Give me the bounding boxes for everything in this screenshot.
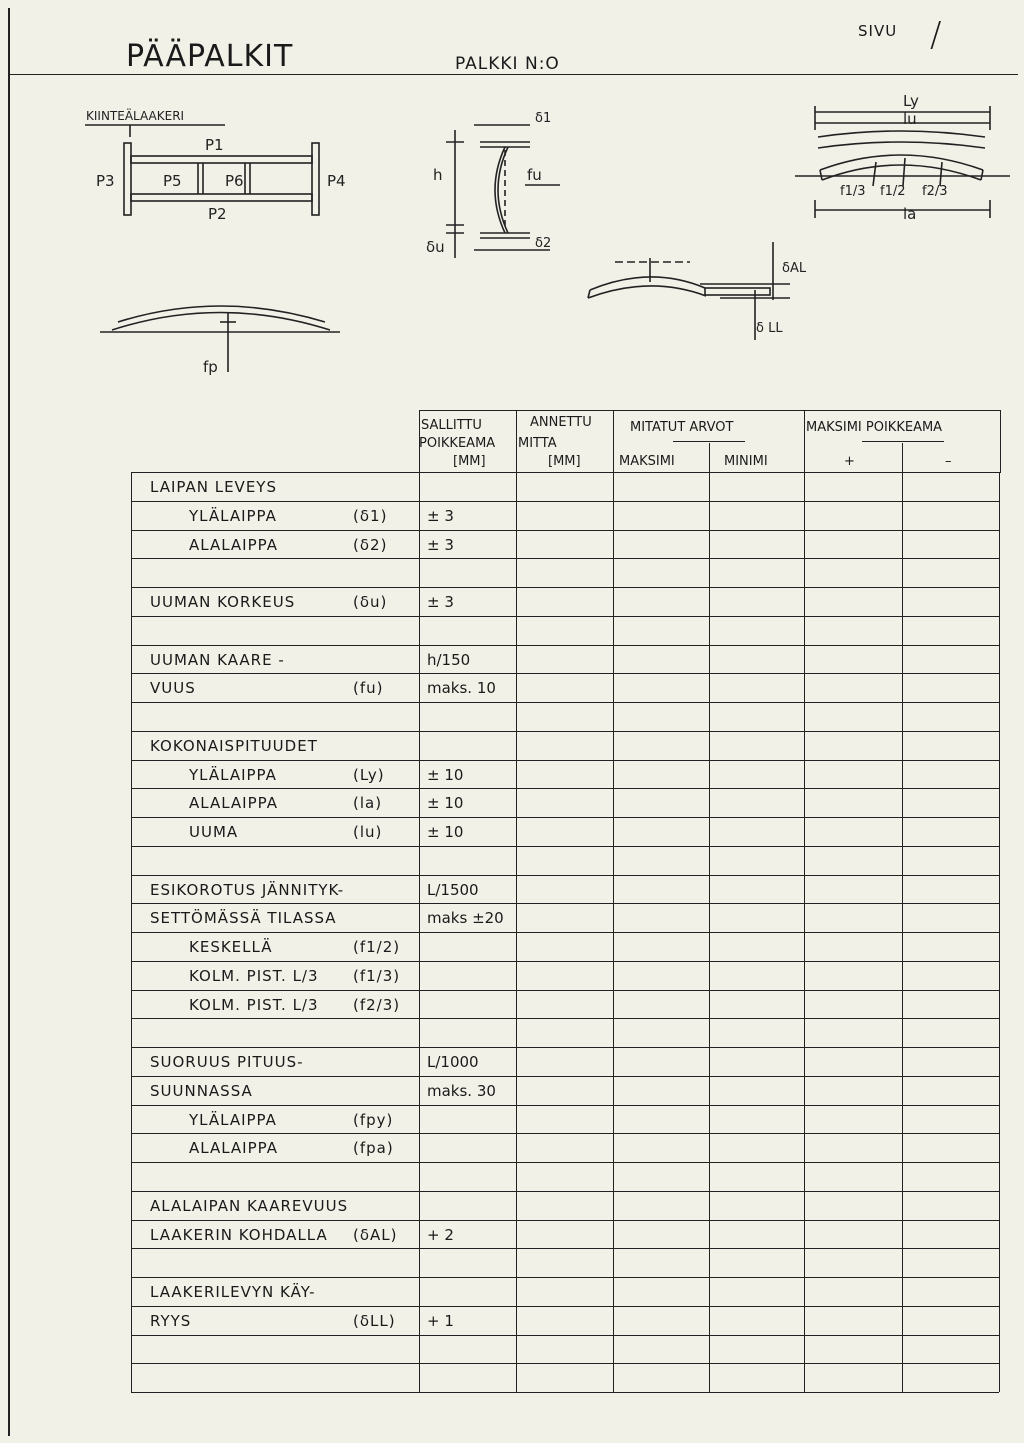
deviation-minus-cell[interactable] — [904, 790, 997, 815]
deviation-minus-cell[interactable] — [904, 675, 997, 700]
p3-label: P3 — [96, 172, 115, 190]
measured-min-cell[interactable] — [711, 1193, 802, 1218]
measured-min-cell[interactable] — [711, 877, 802, 902]
given-dimension-cell[interactable] — [518, 1337, 611, 1362]
measured-min-cell[interactable] — [711, 474, 802, 499]
page-label: SIVU — [858, 22, 898, 40]
deviation-plus-cell[interactable] — [806, 1337, 900, 1362]
given-dimension-cell[interactable] — [518, 532, 611, 557]
delta1-label: δ1 — [535, 111, 552, 126]
table-row-line — [131, 1335, 999, 1336]
col-measured: MITATUT ARVOT — [630, 420, 734, 435]
deviation-minus-cell[interactable] — [904, 532, 997, 557]
deviation-minus-cell[interactable] — [904, 1078, 997, 1103]
table-row-line — [131, 530, 999, 531]
measured-min-cell[interactable] — [711, 1049, 802, 1074]
deviation-plus-cell[interactable] — [806, 503, 900, 528]
header-divider — [902, 443, 903, 472]
given-dimension-cell[interactable] — [518, 819, 611, 844]
deviation-minus-cell[interactable] — [904, 934, 997, 959]
row-allowed-tolerance: ± 3 — [427, 593, 454, 611]
measured-max-cell[interactable] — [615, 1135, 707, 1160]
deviation-minus-cell[interactable] — [904, 1222, 997, 1247]
given-dimension-cell[interactable] — [518, 675, 611, 700]
row-allowed-tolerance: + 1 — [427, 1311, 454, 1330]
row-symbol: (f2/3) — [353, 995, 401, 1014]
row-label: LAIPAN LEVEYS — [150, 478, 277, 496]
measured-min-cell[interactable] — [711, 1222, 802, 1247]
measured-max-cell[interactable] — [615, 1020, 707, 1045]
table-row-line — [131, 501, 999, 502]
measured-min-cell[interactable] — [711, 1365, 802, 1390]
row-symbol: (Ly) — [353, 765, 385, 784]
measured-max-cell[interactable] — [615, 1308, 707, 1333]
deviation-minus-cell[interactable] — [904, 560, 997, 585]
deviation-plus-cell[interactable] — [806, 647, 900, 672]
row-symbol: (fu) — [353, 679, 384, 698]
row-label: UUMAN KORKEUS — [150, 593, 296, 611]
row-label: SETTÖMÄSSÄ TILASSA — [150, 909, 337, 928]
deviation-minus-cell[interactable] — [904, 848, 997, 873]
lu-label: lu — [903, 110, 917, 128]
measured-max-cell[interactable] — [615, 560, 707, 585]
p1-label: P1 — [205, 136, 224, 154]
p6-label: P6 — [225, 172, 244, 190]
measured-min-cell[interactable] — [711, 848, 802, 873]
table-row-line — [131, 817, 999, 818]
deviation-plus-cell[interactable] — [806, 1164, 900, 1189]
row-allowed-tolerance: ± 10 — [427, 765, 464, 784]
table-row-line — [131, 1191, 999, 1192]
measured-max-cell[interactable] — [615, 992, 707, 1017]
deviation-plus-cell[interactable] — [806, 618, 900, 643]
fp-label: fp — [203, 358, 218, 376]
measured-max-cell[interactable] — [615, 675, 707, 700]
given-dimension-cell[interactable] — [518, 1308, 611, 1333]
measured-min-cell[interactable] — [711, 1250, 802, 1275]
row-allowed-tolerance: L/1500 — [427, 880, 479, 899]
deviation-minus-cell[interactable] — [904, 474, 997, 499]
col-given-l3: [MM] — [548, 454, 581, 469]
row-label: LAAKERILEVYN KÄY- — [150, 1283, 316, 1301]
row-allowed-tolerance: maks. 30 — [427, 1081, 496, 1100]
deviation-minus-cell[interactable] — [904, 1308, 997, 1333]
table-row-line — [131, 1363, 999, 1364]
row-symbol: (fpa) — [353, 1139, 394, 1158]
deviation-plus-cell[interactable] — [806, 1020, 900, 1045]
table-column-line — [999, 472, 1000, 1392]
measured-max-cell[interactable] — [615, 1222, 707, 1247]
delta-ll-label: δ LL — [756, 321, 783, 336]
table-row-line — [131, 1162, 999, 1163]
given-dimension-cell[interactable] — [518, 963, 611, 988]
measured-min-cell[interactable] — [711, 1164, 802, 1189]
row-allowed-tolerance: maks. 10 — [427, 679, 496, 698]
measured-max-cell[interactable] — [615, 1193, 707, 1218]
deviation-minus-cell[interactable] — [904, 1250, 997, 1275]
col-min: MINIMI — [724, 454, 768, 469]
measured-max-cell[interactable] — [615, 934, 707, 959]
table-row-line — [131, 1306, 999, 1307]
measured-min-cell[interactable] — [711, 1078, 802, 1103]
col-allowed-l1: SALLITTU — [421, 418, 482, 433]
row-symbol: (δ1) — [353, 506, 388, 525]
row-allowed-tolerance: ± 3 — [427, 506, 454, 525]
measured-max-cell[interactable] — [615, 503, 707, 528]
deviation-plus-cell[interactable] — [806, 934, 900, 959]
deviation-minus-cell[interactable] — [904, 618, 997, 643]
measured-min-cell[interactable] — [711, 819, 802, 844]
table-row-line — [131, 1248, 999, 1249]
given-dimension-cell[interactable] — [518, 503, 611, 528]
deviation-minus-cell[interactable] — [904, 704, 997, 729]
given-dimension-cell[interactable] — [518, 762, 611, 787]
deviation-minus-cell[interactable] — [904, 1107, 997, 1132]
col-max: MAKSIMI — [619, 454, 675, 469]
deviation-plus-cell[interactable] — [806, 1049, 900, 1074]
given-dimension-cell[interactable] — [518, 704, 611, 729]
la-label: la — [903, 205, 917, 223]
p4-label: P4 — [327, 172, 346, 190]
given-dimension-cell[interactable] — [518, 848, 611, 873]
deviation-minus-cell[interactable] — [904, 1279, 997, 1304]
deviation-plus-cell[interactable] — [806, 1193, 900, 1218]
deviation-plus-cell[interactable] — [806, 1107, 900, 1132]
header-underline — [673, 441, 745, 442]
measured-max-cell[interactable] — [615, 877, 707, 902]
measured-max-cell[interactable] — [615, 1279, 707, 1304]
measured-min-cell[interactable] — [711, 790, 802, 815]
measured-min-cell[interactable] — [711, 589, 802, 614]
header-divider — [709, 443, 710, 472]
row-label: YLÄLAIPPA — [189, 1110, 277, 1129]
deviation-minus-cell[interactable] — [904, 1193, 997, 1218]
deviation-plus-cell[interactable] — [806, 762, 900, 787]
deviation-plus-cell[interactable] — [806, 704, 900, 729]
deviation-minus-cell[interactable] — [904, 992, 997, 1017]
measured-max-cell[interactable] — [615, 905, 707, 930]
deviation-minus-cell[interactable] — [904, 963, 997, 988]
f13-label: f1/3 — [840, 184, 866, 199]
row-label: SUORUUS PITUUS- — [150, 1053, 304, 1071]
deviation-plus-cell[interactable] — [806, 790, 900, 815]
p2-label: P2 — [208, 205, 227, 223]
header-divider — [516, 410, 517, 472]
measured-min-cell[interactable] — [711, 992, 802, 1017]
row-label: LAAKERIN KOHDALLA — [150, 1225, 328, 1244]
deviation-minus-cell[interactable] — [904, 647, 997, 672]
col-allowed-l3: [MM] — [453, 454, 486, 469]
deviation-plus-cell[interactable] — [806, 905, 900, 930]
given-dimension-cell[interactable] — [518, 877, 611, 902]
deviation-plus-cell[interactable] — [806, 1308, 900, 1333]
row-label: RYYS — [150, 1311, 192, 1330]
deviation-minus-cell[interactable] — [904, 905, 997, 930]
ly-label: Ly — [903, 92, 919, 110]
given-dimension-cell[interactable] — [518, 1135, 611, 1160]
measured-max-cell[interactable] — [615, 762, 707, 787]
deviation-minus-cell[interactable] — [904, 1365, 997, 1390]
measured-min-cell[interactable] — [711, 618, 802, 643]
measured-max-cell[interactable] — [615, 1078, 707, 1103]
measured-min-cell[interactable] — [711, 532, 802, 557]
deviation-plus-cell[interactable] — [806, 1135, 900, 1160]
given-dimension-cell[interactable] — [518, 618, 611, 643]
col-given-l1: ANNETTU — [530, 415, 592, 430]
row-allowed-tolerance: ± 10 — [427, 823, 464, 841]
row-label: ALALAIPPA — [189, 1139, 279, 1158]
given-dimension-cell[interactable] — [518, 790, 611, 815]
col-plus: + — [844, 454, 855, 469]
fu-label: fu — [527, 166, 542, 184]
measured-max-cell[interactable] — [615, 819, 707, 844]
row-symbol: (lu) — [353, 823, 383, 841]
f12-label: f1/2 — [880, 184, 906, 199]
bearing-label: KIINTEÄLAAKERI — [86, 109, 185, 123]
table-row-line — [131, 1220, 999, 1221]
measured-min-cell[interactable] — [711, 647, 802, 672]
deviation-plus-cell[interactable] — [806, 1078, 900, 1103]
measured-max-cell[interactable] — [615, 1250, 707, 1275]
row-symbol: (fpy) — [353, 1110, 394, 1129]
table-row-line — [131, 673, 999, 674]
table-row-line — [131, 1133, 999, 1134]
p5-label: P5 — [163, 172, 182, 190]
deviation-plus-cell[interactable] — [806, 963, 900, 988]
measured-min-cell[interactable] — [711, 1308, 802, 1333]
measured-max-cell[interactable] — [615, 474, 707, 499]
table-row-line — [131, 558, 999, 559]
beam-number-label: PALKKI N:O — [455, 54, 560, 74]
measured-max-cell[interactable] — [615, 704, 707, 729]
h-label: h — [433, 166, 443, 184]
measured-max-cell[interactable] — [615, 618, 707, 643]
table-row-line — [131, 903, 999, 904]
deviation-plus-cell[interactable] — [806, 992, 900, 1017]
deviation-plus-cell[interactable] — [806, 1365, 900, 1390]
given-dimension-cell[interactable] — [518, 1250, 611, 1275]
measured-min-cell[interactable] — [711, 1135, 802, 1160]
table-row-line — [131, 731, 999, 732]
deviation-plus-cell[interactable] — [806, 1250, 900, 1275]
given-dimension-cell[interactable] — [518, 1078, 611, 1103]
measured-min-cell[interactable] — [711, 733, 802, 758]
delta-al-label: δAL — [782, 261, 807, 276]
measured-max-cell[interactable] — [615, 1049, 707, 1074]
deviation-minus-cell[interactable] — [904, 1164, 997, 1189]
row-label: ESIKOROTUS JÄNNITYK- — [150, 880, 345, 899]
given-dimension-cell[interactable] — [518, 1164, 611, 1189]
given-dimension-cell[interactable] — [518, 1193, 611, 1218]
deviation-minus-cell[interactable] — [904, 762, 997, 787]
measured-max-cell[interactable] — [615, 1107, 707, 1132]
row-label: ALALAIPAN KAAREVUUS — [150, 1196, 349, 1215]
measured-max-cell[interactable] — [615, 963, 707, 988]
col-given-l2: MITTA — [518, 436, 557, 451]
table-row-line — [131, 932, 999, 933]
deviation-minus-cell[interactable] — [904, 503, 997, 528]
row-allowed-tolerance: maks ±20 — [427, 909, 504, 928]
given-dimension-cell[interactable] — [518, 1222, 611, 1247]
header-divider — [613, 410, 614, 472]
deviation-minus-cell[interactable] — [904, 589, 997, 614]
table-row-line — [131, 587, 999, 588]
measured-min-cell[interactable] — [711, 1279, 802, 1304]
row-label: SUUNNASSA — [150, 1081, 253, 1100]
row-label: KOLM. PIST. L/3 — [189, 966, 319, 985]
deviation-plus-cell[interactable] — [806, 675, 900, 700]
deviation-minus-cell[interactable] — [904, 877, 997, 902]
page-number: / — [930, 15, 942, 55]
page-title: PÄÄPALKIT — [126, 39, 294, 74]
col-deviation: MAKSIMI POIKKEAMA — [806, 420, 943, 435]
given-dimension-cell[interactable] — [518, 905, 611, 930]
table-row-line — [131, 788, 999, 789]
deviation-plus-cell[interactable] — [806, 819, 900, 844]
table-row-line — [131, 645, 999, 646]
given-dimension-cell[interactable] — [518, 934, 611, 959]
table-top-line — [131, 472, 999, 473]
header-divider — [804, 410, 805, 472]
deviation-plus-cell[interactable] — [806, 877, 900, 902]
table-row-line — [131, 1076, 999, 1077]
row-label: YLÄLAIPPA — [189, 506, 277, 525]
given-dimension-cell[interactable] — [518, 1049, 611, 1074]
table-row-line — [131, 846, 999, 847]
row-allowed-tolerance: + 2 — [427, 1225, 454, 1244]
table-row-line — [131, 1105, 999, 1106]
row-allowed-tolerance: h/150 — [427, 650, 471, 669]
row-symbol: (f1/3) — [353, 966, 401, 985]
row-label: UUMA — [189, 823, 239, 841]
deviation-plus-cell[interactable] — [806, 1222, 900, 1247]
row-label: ALALAIPPA — [189, 794, 279, 813]
f23-label: f2/3 — [922, 184, 948, 199]
measured-max-cell[interactable] — [615, 733, 707, 758]
row-label: KOKONAISPITUUDET — [150, 736, 318, 755]
deviation-plus-cell[interactable] — [806, 560, 900, 585]
row-label: KOLM. PIST. L/3 — [189, 995, 319, 1014]
measured-max-cell[interactable] — [615, 589, 707, 614]
measured-min-cell[interactable] — [711, 934, 802, 959]
row-label: ALALAIPPA — [189, 535, 279, 554]
table-row-line — [131, 875, 999, 876]
deviation-plus-cell[interactable] — [806, 848, 900, 873]
measured-max-cell[interactable] — [615, 647, 707, 672]
deviation-plus-cell[interactable] — [806, 589, 900, 614]
table-row-line — [131, 1392, 999, 1393]
given-dimension-cell[interactable] — [518, 474, 611, 499]
table-row-line — [131, 1047, 999, 1048]
table-row-line — [131, 760, 999, 761]
deviation-minus-cell[interactable] — [904, 1337, 997, 1362]
row-allowed-tolerance: L/1000 — [427, 1053, 479, 1071]
given-dimension-cell[interactable] — [518, 589, 611, 614]
deviation-plus-cell[interactable] — [806, 1279, 900, 1304]
row-symbol: (δAL) — [353, 1225, 398, 1244]
given-dimension-cell[interactable] — [518, 1279, 611, 1304]
col-allowed-l2: POIKKEAMA — [419, 436, 496, 451]
measured-min-cell[interactable] — [711, 503, 802, 528]
deviation-plus-cell[interactable] — [806, 474, 900, 499]
table-row-line — [131, 1018, 999, 1019]
table-row-line — [131, 616, 999, 617]
row-label: YLÄLAIPPA — [189, 765, 277, 784]
deviation-minus-cell[interactable] — [904, 1049, 997, 1074]
row-allowed-tolerance: ± 10 — [427, 794, 464, 813]
measured-max-cell[interactable] — [615, 1365, 707, 1390]
given-dimension-cell[interactable] — [518, 1365, 611, 1390]
table-row-line — [131, 702, 999, 703]
given-dimension-cell[interactable] — [518, 560, 611, 585]
technical-sketches — [0, 0, 1024, 400]
table-row-line — [131, 990, 999, 991]
inspection-table — [131, 472, 999, 1392]
row-symbol: (δLL) — [353, 1311, 396, 1330]
deviation-minus-cell[interactable] — [904, 819, 997, 844]
measured-min-cell[interactable] — [711, 963, 802, 988]
given-dimension-cell[interactable] — [518, 647, 611, 672]
row-label: KESKELLÄ — [189, 938, 273, 956]
row-symbol: (f1/2) — [353, 938, 401, 956]
row-label: UUMAN KAARE - — [150, 650, 285, 669]
measured-min-cell[interactable] — [711, 905, 802, 930]
row-allowed-tolerance: ± 3 — [427, 535, 454, 554]
row-symbol: (la) — [353, 794, 383, 813]
measured-min-cell[interactable] — [711, 1107, 802, 1132]
measured-min-cell[interactable] — [711, 560, 802, 585]
header-underline — [862, 441, 944, 442]
measured-min-cell[interactable] — [711, 675, 802, 700]
row-symbol: (δ2) — [353, 535, 388, 554]
measured-max-cell[interactable] — [615, 1164, 707, 1189]
measured-max-cell[interactable] — [615, 532, 707, 557]
deviation-plus-cell[interactable] — [806, 532, 900, 557]
given-dimension-cell[interactable] — [518, 1107, 611, 1132]
deviation-plus-cell[interactable] — [806, 733, 900, 758]
table-row-line — [131, 1277, 999, 1278]
measured-max-cell[interactable] — [615, 790, 707, 815]
deviation-minus-cell[interactable] — [904, 1135, 997, 1160]
given-dimension-cell[interactable] — [518, 1020, 611, 1045]
measured-min-cell[interactable] — [711, 1020, 802, 1045]
measured-min-cell[interactable] — [711, 762, 802, 787]
measured-min-cell[interactable] — [711, 1337, 802, 1362]
delta2-label: δ2 — [535, 236, 552, 251]
given-dimension-cell[interactable] — [518, 992, 611, 1017]
measured-max-cell[interactable] — [615, 1337, 707, 1362]
measured-max-cell[interactable] — [615, 848, 707, 873]
delta-u-label: δu — [426, 238, 445, 256]
deviation-minus-cell[interactable] — [904, 733, 997, 758]
table-row-line — [131, 961, 999, 962]
deviation-minus-cell[interactable] — [904, 1020, 997, 1045]
row-symbol: (δu) — [353, 593, 388, 611]
row-label: VUUS — [150, 679, 196, 698]
measured-min-cell[interactable] — [711, 704, 802, 729]
col-minus: – — [945, 454, 952, 469]
given-dimension-cell[interactable] — [518, 733, 611, 758]
